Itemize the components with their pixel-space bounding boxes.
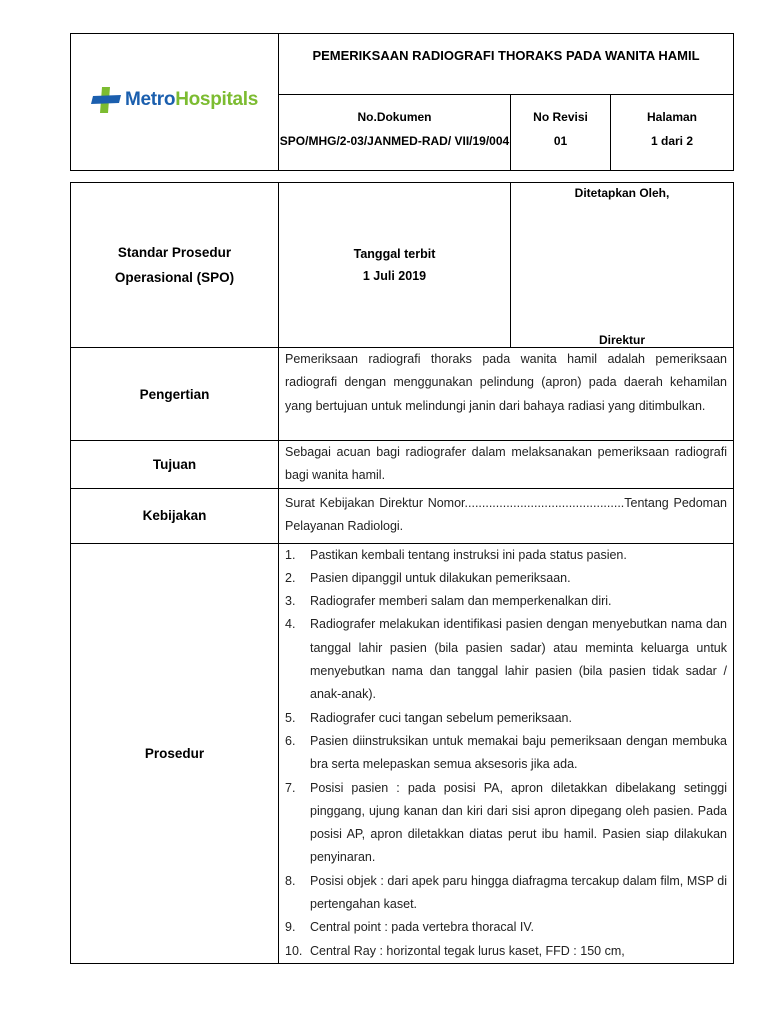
procedure-step: [285, 590, 727, 613]
step-text: Central Ray : horizontal tegak lurus kaset, FFD : 150 cm,: [310, 943, 625, 958]
step-number: 3.: [285, 594, 296, 609]
page-label: Halaman: [646, 110, 698, 124]
section-text-prosedur: [279, 543, 734, 963]
step-number: 2.: [285, 570, 296, 585]
section-label-kebijakan: Kebijakan: [71, 488, 279, 543]
step-text: Pasien dipanggil untuk dilakukan pemeriksaan.: [310, 570, 571, 585]
logo-text-metro: Metro: [124, 88, 176, 110]
procedure-step: [285, 567, 727, 590]
document-title: PEMERIKSAAN RADIOGRAFI THORAKS PADA WANITA HAMIL: [279, 34, 734, 95]
procedure-step: [285, 916, 727, 939]
approval-cell: [511, 183, 734, 348]
section-text-pengertian: [279, 348, 734, 441]
page-cell: [611, 95, 734, 171]
doc-number-label: No.Dokumen: [357, 110, 432, 124]
step-number: 6.: [285, 733, 296, 748]
revision-cell: [511, 95, 611, 171]
procedure-step: [285, 707, 727, 730]
spo-body-table: [70, 182, 734, 964]
issue-date-cell: [279, 183, 511, 348]
spo-title-line2: Operasional (SPO): [114, 270, 235, 285]
approved-by-label: Ditetapkan Oleh,: [574, 186, 670, 200]
step-text: Central point : pada vertebra thoracal IV.: [310, 920, 534, 935]
step-text: Pasien diinstruksikan untuk memakai baju pemeriksaan dengan membuka bra serta melepaskan semua aksesoris jika ada.: [310, 733, 727, 772]
step-text: Pastikan kembali tentang instruksi ini pada status pasien.: [310, 547, 627, 562]
logo-cell: [71, 34, 279, 171]
procedure-step: [285, 940, 727, 963]
procedure-step: [285, 613, 727, 706]
doc-number-cell: [279, 95, 511, 171]
step-number: 9.: [285, 920, 296, 935]
revision-label: No Revisi: [533, 110, 588, 124]
metro-cross-icon: [91, 87, 121, 113]
procedure-list: [285, 544, 727, 963]
procedure-step: [285, 544, 727, 567]
section-label-pengertian: Pengertian: [71, 348, 279, 441]
step-text: Radiografer cuci tangan sebelum pemeriksaan.: [310, 710, 572, 725]
procedure-step: [285, 730, 727, 777]
approver-title: Direktur: [598, 333, 645, 347]
logo-text-hospitals: Hospitals: [175, 88, 259, 110]
spo-title-line1: Standar Prosedur: [117, 245, 232, 260]
section-label-tujuan: Tujuan: [71, 441, 279, 489]
revision-value: 01: [553, 134, 568, 148]
step-text: Radiografer melakukan identifikasi pasien dengan menyebutkan nama dan tanggal lahir pasien (bila pasien sadar) atau meminta keluarga untuk menyebutkan nama dan tanggal lahir pasien (bila pasien tidak sadar / anak-anak).: [310, 617, 727, 702]
spo-title-cell: [71, 183, 279, 348]
step-number: 1.: [285, 547, 296, 562]
kebijakan-paragraph: Surat Kebijakan Direktur Nomor..............................................Tentang Pedoman Pelayanan Radiologi.: [285, 495, 727, 533]
section-label-prosedur: Prosedur: [71, 543, 279, 963]
step-text: Posisi pasien : pada posisi PA, apron diletakkan dibelakang setinggi pinggang, ujung kanan dan kiri dari sisi apron dipegang oleh pasien. Pada posisi AP, apron diletakkan diatas perut ibu hamil. Pasien siap dilakukan penyinaran.: [310, 780, 727, 865]
step-number: 7.: [285, 780, 296, 795]
step-text: Posisi objek : dari apek paru hingga diafragma tercakup dalam film, MSP di pertengahan kaset.: [310, 873, 727, 912]
document-header-table: [70, 33, 734, 171]
step-text: Radiografer memberi salam dan memperkenalkan diri.: [310, 594, 612, 609]
pengertian-paragraph: Pemeriksaan radiografi thoraks pada wanita hamil adalah pemeriksaan radiografi dengan menggunakan pelindung (apron) pada daerah kehamilan yang bertujuan untuk melindungi janin dari bahaya radiasi yang ditimbulkan.: [285, 352, 727, 413]
section-text-tujuan: [279, 441, 734, 489]
step-number: 10.: [285, 943, 303, 958]
step-number: 4.: [285, 617, 296, 632]
page-value: 1 dari 2: [650, 134, 694, 148]
procedure-step: [285, 870, 727, 917]
doc-number-value: SPO/MHG/2-03/JANMED-RAD/ VII/19/004: [279, 134, 510, 148]
step-number: 8.: [285, 873, 296, 888]
section-text-kebijakan: [279, 488, 734, 543]
step-number: 5.: [285, 710, 296, 725]
tujuan-paragraph: Sebagai acuan bagi radiografer dalam melaksanakan pemeriksaan radiografi bagi wanita hamil.: [285, 445, 727, 483]
issued-label: Tanggal terbit: [353, 247, 436, 261]
procedure-step: [285, 777, 727, 870]
metro-hospitals-logo: [91, 87, 258, 113]
issued-date: 1 Juli 2019: [362, 269, 427, 283]
